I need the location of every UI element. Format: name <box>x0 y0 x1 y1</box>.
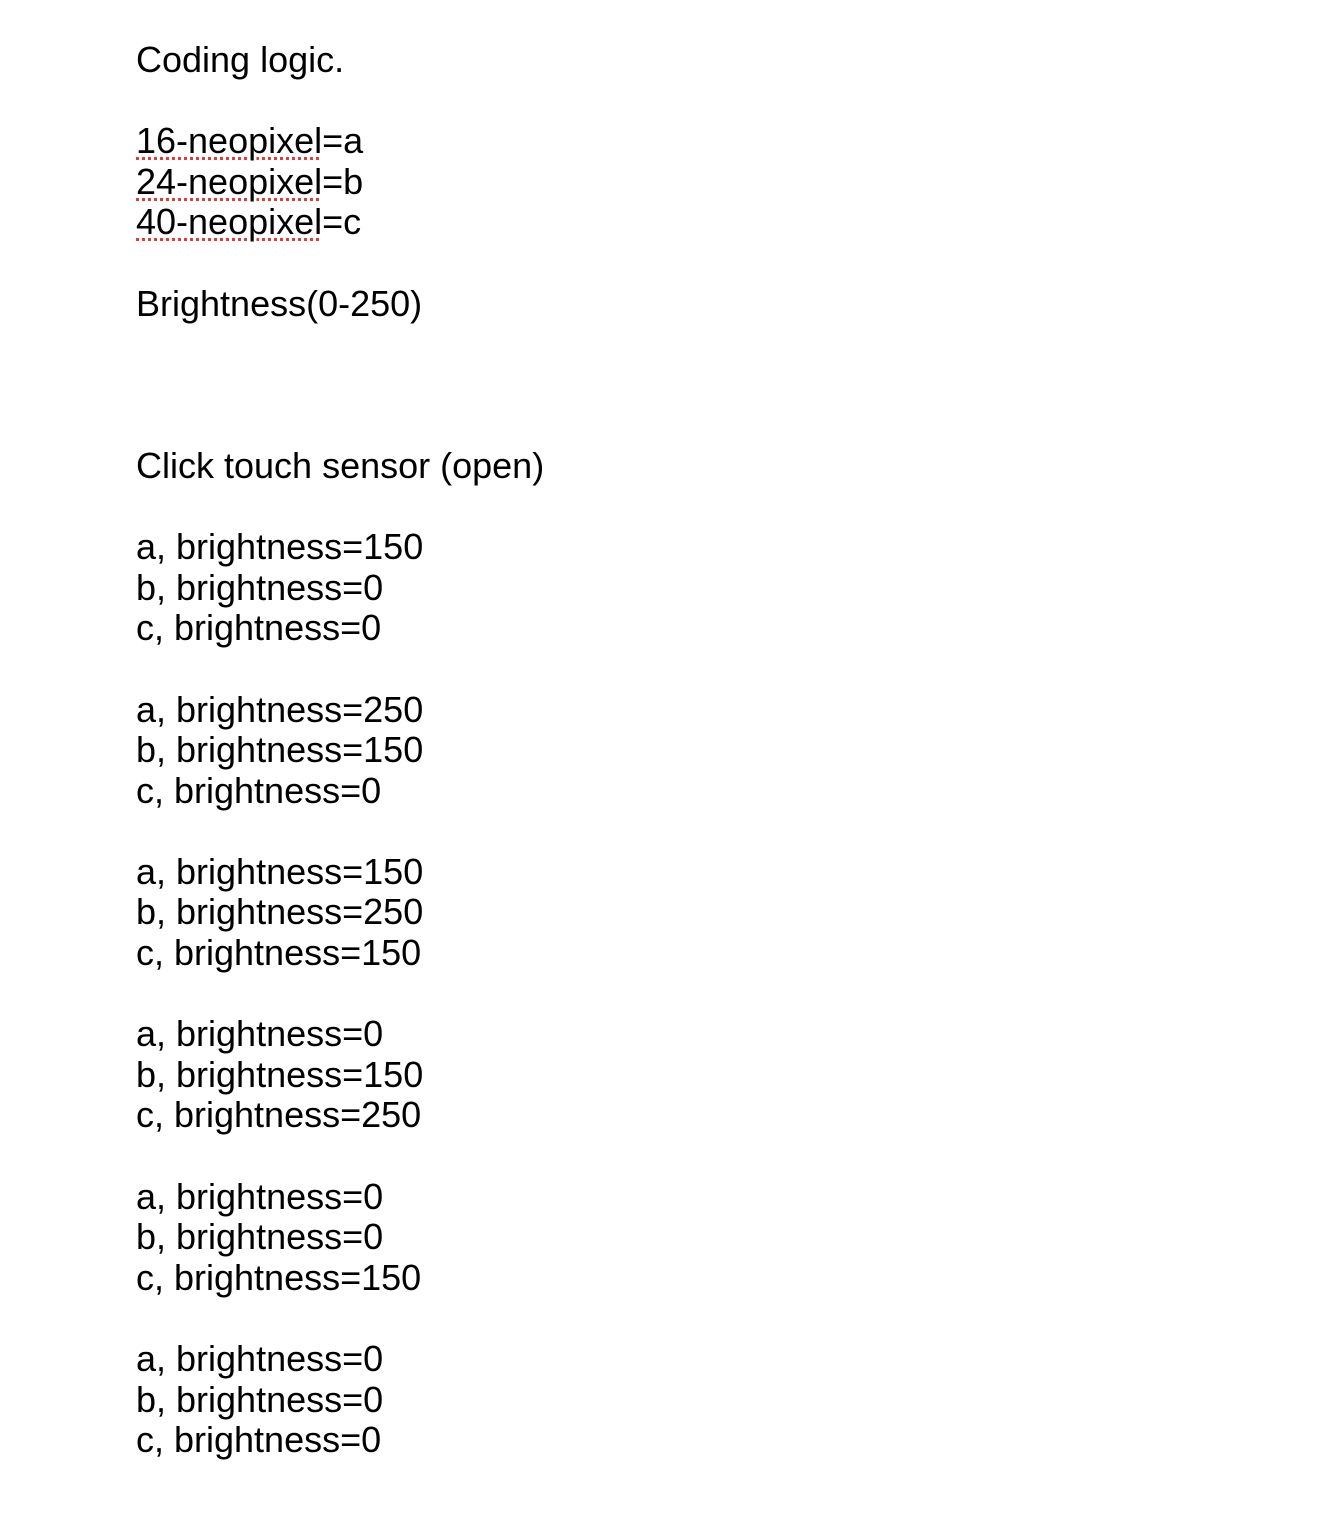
brightness-range: Brightness(0-250) <box>136 282 423 324</box>
definition-line <box>136 202 544 243</box>
step-line: c, brightness=150 <box>136 932 422 974</box>
blank-line <box>136 649 544 690</box>
blank-line <box>136 974 544 1015</box>
definition-value: =c <box>322 201 362 243</box>
blank-line <box>136 487 544 528</box>
blank-line <box>136 811 544 852</box>
step-line: c, brightness=0 <box>136 1419 382 1461</box>
definition-value: =b <box>322 160 364 202</box>
step-line: c, brightness=0 <box>136 769 382 811</box>
blank-line <box>136 243 544 284</box>
step-line: a, brightness=0 <box>136 1338 384 1380</box>
step-line: c, brightness=250 <box>136 1094 422 1136</box>
step-line: a, brightness=150 <box>136 850 424 892</box>
instruction-line: Click touch sensor (open) <box>136 444 545 486</box>
definition-line <box>136 121 544 162</box>
misspelled-word[interactable]: 24-neopixel <box>136 160 323 202</box>
definition-value: =a <box>322 120 364 162</box>
step-line: b, brightness=250 <box>136 891 424 933</box>
step-block <box>136 852 544 974</box>
step-line: a, brightness=0 <box>136 1013 384 1055</box>
step-line: b, brightness=0 <box>136 1216 384 1258</box>
step-line: c, brightness=150 <box>136 1256 422 1298</box>
step-line: c, brightness=0 <box>136 607 382 649</box>
document-body[interactable] <box>136 40 544 1461</box>
blank-lines <box>136 324 544 446</box>
step-line: b, brightness=0 <box>136 566 384 608</box>
step-line: a, brightness=250 <box>136 688 424 730</box>
step-line: b, brightness=150 <box>136 729 424 771</box>
step-block <box>136 1014 544 1136</box>
definition-line <box>136 162 544 203</box>
document-title: Coding logic. <box>136 39 345 80</box>
step-block <box>136 690 544 812</box>
step-block <box>136 1339 544 1461</box>
blank-line <box>136 1298 544 1339</box>
misspelled-word[interactable]: 40-neopixel <box>136 201 323 243</box>
blank-line <box>136 81 544 122</box>
step-block <box>136 1177 544 1299</box>
step-line: b, brightness=0 <box>136 1378 384 1420</box>
step-line: b, brightness=150 <box>136 1053 424 1095</box>
step-line: a, brightness=150 <box>136 526 424 568</box>
blank-line <box>136 1136 544 1177</box>
step-line: a, brightness=0 <box>136 1175 384 1217</box>
misspelled-word[interactable]: 16-neopixel <box>136 120 323 162</box>
step-block <box>136 527 544 649</box>
